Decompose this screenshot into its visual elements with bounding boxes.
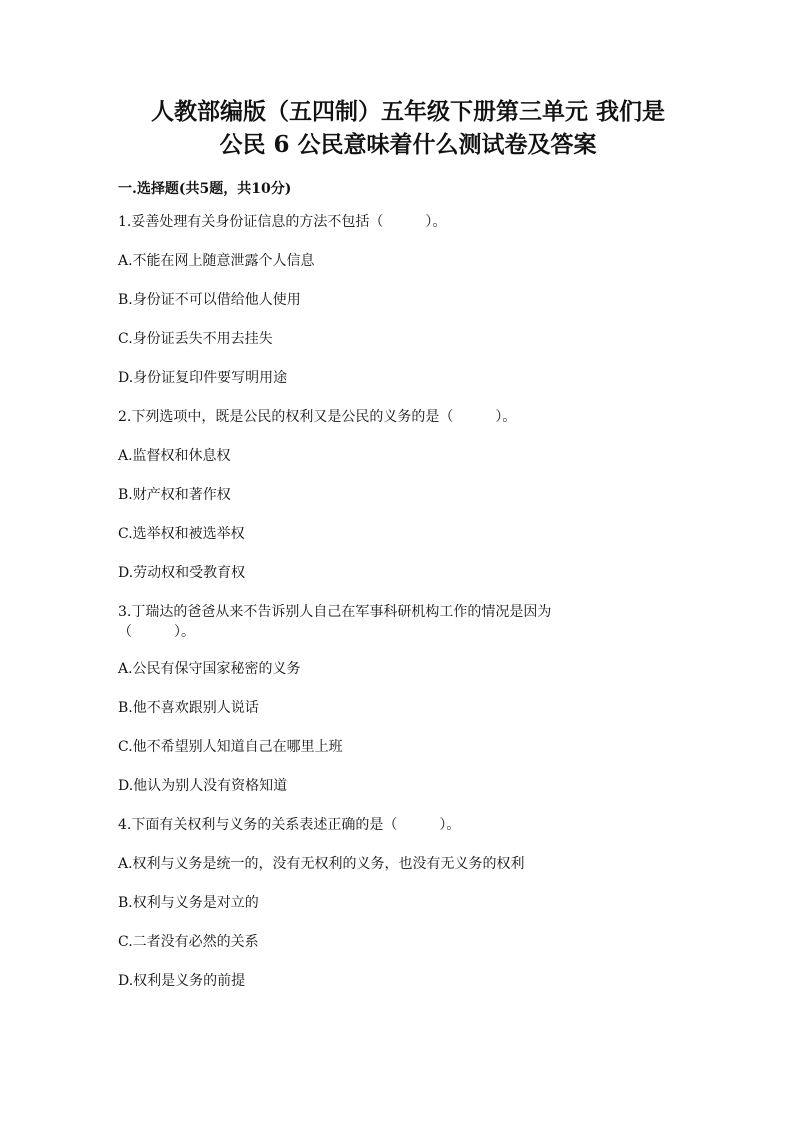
question-1-option-c: C.身份证丢失不用去挂失: [118, 331, 273, 347]
question-1-stem: 1.妥善处理有关身份证信息的方法不包括（ ）。: [118, 214, 447, 230]
question-4-stem: 4.下面有关权利与义务的关系表述正确的是（ ）。: [118, 817, 461, 833]
question-2-option-d: D.劳动权和受教育权: [118, 565, 246, 581]
title-line-2: 公民 6 公民意味着什么测试卷及答案: [219, 131, 597, 158]
question-1-option-d: D.身份证复印件要写明用途: [118, 370, 288, 386]
question-3-option-d: D.他认为别人没有资格知道: [118, 778, 288, 794]
question-2-option-a: A.监督权和休息权: [118, 448, 231, 464]
document-title: [118, 95, 698, 161]
question-1-option-b: B.身份证不可以借给他人使用: [118, 292, 301, 308]
title-line-1: 人教部编版（五四制）五年级下册第三单元 我们是: [150, 98, 665, 125]
section-heading: 一.选择题(共5题，共10分): [118, 181, 292, 197]
question-3-stem-line-1: 3.丁瑞达的爸爸从来不告诉别人自己在军事科研机构工作的情况是因为: [118, 604, 552, 620]
question-2-option-c: C.选举权和被选举权: [118, 526, 245, 542]
question-1-option-a: A.不能在网上随意泄露个人信息: [118, 253, 315, 269]
question-3-option-a: A.公民有保守国家秘密的义务: [118, 661, 301, 677]
question-3-option-c: C.他不希望别人知道自己在哪里上班: [118, 739, 343, 755]
question-4-option-b: B.权利与义务是对立的: [118, 895, 259, 911]
question-4-option-a: A.权利与义务是统一的，没有无权利的义务，也没有无义务的权利: [118, 856, 525, 872]
question-2-stem: 2.下列选项中，既是公民的权利又是公民的义务的是（ ）。: [118, 409, 517, 425]
question-4-option-c: C.二者没有必然的关系: [118, 934, 259, 950]
question-3-stem: [118, 602, 698, 642]
question-4-option-d: D.权利是义务的前提: [118, 973, 246, 989]
question-2-option-b: B.财产权和著作权: [118, 487, 231, 503]
question-3-stem-line-2: （ ）。: [118, 624, 195, 640]
question-3-option-b: B.他不喜欢跟别人说话: [118, 700, 259, 716]
